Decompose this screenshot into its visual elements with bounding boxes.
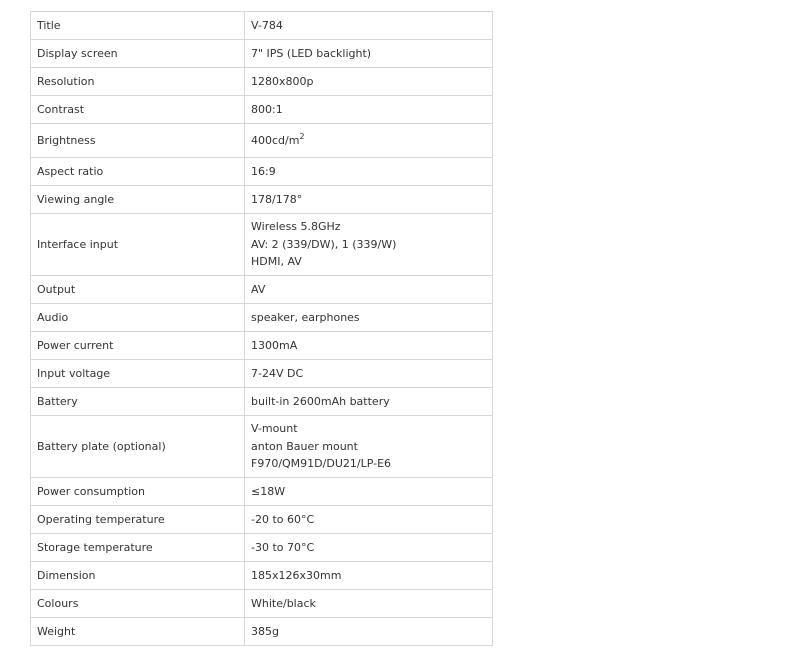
table-row (31, 562, 493, 590)
spec-value: 1300mA (245, 332, 493, 360)
spec-value: built-in 2600mAh battery (245, 388, 493, 416)
table-row (31, 186, 493, 214)
spec-value: 7-24V DC (245, 360, 493, 388)
table-row (31, 40, 493, 68)
table-row (31, 214, 493, 276)
spec-label: Battery (31, 388, 245, 416)
spec-value (245, 416, 493, 478)
brightness-value: 400cd/m (251, 133, 300, 147)
spec-value: 1280x800p (245, 68, 493, 96)
spec-value: speaker, earphones (245, 304, 493, 332)
table-row (31, 590, 493, 618)
spec-value: 16:9 (245, 158, 493, 186)
spec-label: Title (31, 12, 245, 40)
spec-value: AV (245, 276, 493, 304)
spec-label: Aspect ratio (31, 158, 245, 186)
spec-value: -20 to 60°C (245, 506, 493, 534)
spec-value (245, 214, 493, 276)
spec-value: 800:1 (245, 96, 493, 124)
spec-label: Audio (31, 304, 245, 332)
spec-label: Brightness (31, 124, 245, 158)
spec-value: V-784 (245, 12, 493, 40)
spec-value: White/black (245, 590, 493, 618)
table-row (31, 304, 493, 332)
spec-label: Output (31, 276, 245, 304)
spec-label: Input voltage (31, 360, 245, 388)
table-row (31, 534, 493, 562)
table-row (31, 618, 493, 646)
brightness-superscript: 2 (299, 131, 305, 141)
table-row (31, 360, 493, 388)
spec-value-line: Wireless 5.8GHz (251, 220, 341, 234)
spec-label: Dimension (31, 562, 245, 590)
table-row (31, 158, 493, 186)
spec-label: Resolution (31, 68, 245, 96)
table-row (31, 388, 493, 416)
spec-label: Power current (31, 332, 245, 360)
table-row (31, 416, 493, 478)
table-row (31, 68, 493, 96)
table-row (31, 332, 493, 360)
spec-label: Storage temperature (31, 534, 245, 562)
spec-value: 178/178° (245, 186, 493, 214)
table-row (31, 124, 493, 158)
spec-value: 385g (245, 618, 493, 646)
table-row (31, 12, 493, 40)
spec-value: 7" IPS (LED backlight) (245, 40, 493, 68)
spec-label: Colours (31, 590, 245, 618)
table-row (31, 478, 493, 506)
table-row (31, 96, 493, 124)
spec-label: Weight (31, 618, 245, 646)
spec-value-line: HDMI, AV (251, 255, 302, 269)
spec-value-line: F970/QM91D/DU21/LP-E6 (251, 457, 392, 471)
spec-value-line: V-mount (251, 422, 298, 436)
spec-table (30, 11, 493, 646)
spec-value: -30 to 70°C (245, 534, 493, 562)
spec-label: Battery plate (optional) (31, 416, 245, 478)
spec-label: Display screen (31, 40, 245, 68)
spec-label: Interface input (31, 214, 245, 276)
table-row (31, 276, 493, 304)
spec-value: ≤18W (245, 478, 493, 506)
spec-label: Viewing angle (31, 186, 245, 214)
spec-value: 185x126x30mm (245, 562, 493, 590)
spec-label: Contrast (31, 96, 245, 124)
table-row (31, 506, 493, 534)
spec-value-line: anton Bauer mount (251, 439, 358, 453)
spec-label: Operating temperature (31, 506, 245, 534)
spec-value-line: AV: 2 (339/DW), 1 (339/W) (251, 237, 397, 251)
spec-value (245, 124, 493, 158)
spec-label: Power consumption (31, 478, 245, 506)
